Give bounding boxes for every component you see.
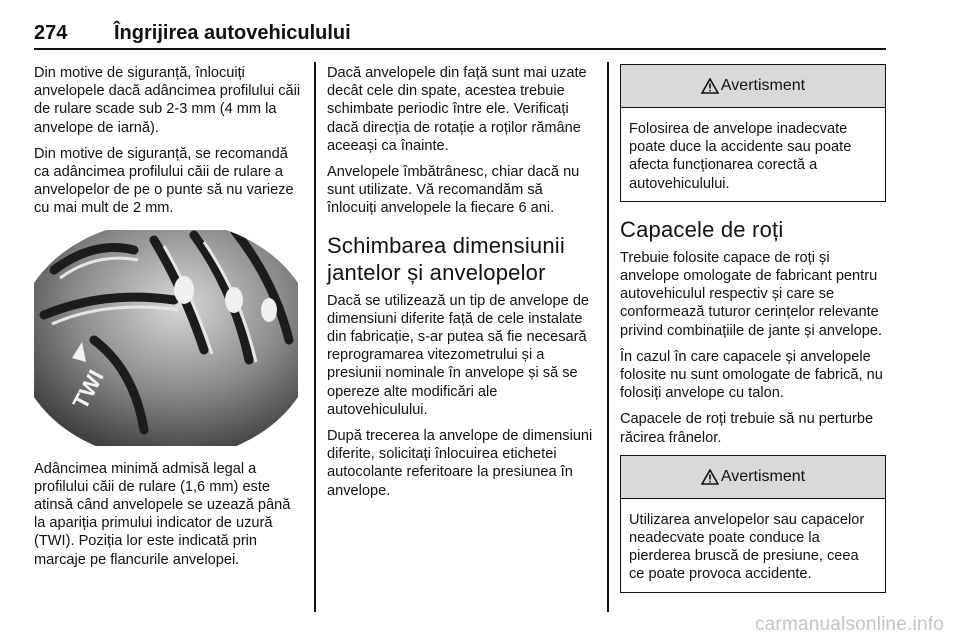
- column-3: [620, 64, 886, 607]
- paragraph: Dacă anvelopele din față sunt mai uzate decât cele din spate, acestea trebuie schimbate periodic între ele. Verificați dacă direcția de rotație a roților rămâne aceeași ca înainte.: [327, 65, 587, 154]
- column-2: [327, 64, 595, 508]
- paragraph: În cazul în care capacele și anvelopele folosite nu sunt omologate de fabrică, nu folosiți anvelope cu talon.: [620, 348, 883, 402]
- paragraph: Din motive de siguranță, se recomandă ca adâncimea profilului căii de rulare a anvelopelor de pe o punte să nu varieze cu mai mult de 2 mm.: [34, 145, 294, 217]
- column-divider-2: [607, 62, 609, 612]
- paragraph: Dacă se utilizează un tip de anvelope de dimensiuni diferite față de cele instalate din fabricație, s-ar putea să fie necesară reprogramarea vitezometrului și a presiunii nominale în anvelope și să se opereze alte modificări ale autovehiculului.: [327, 292, 590, 418]
- paragraph: Din motive de siguranță, înlocuiți anvelopele dacă adâncimea profilului căii de rulare scade sub 2-3 mm (4 mm la anvelope de iarnă).: [34, 65, 301, 136]
- column-1: [34, 64, 304, 577]
- warning-box: [620, 64, 886, 202]
- warning-title: Avertisment: [720, 467, 806, 485]
- page-title: Îngrijirea autovehiculului: [114, 22, 351, 44]
- watermark: carmanualsonline.info: [754, 614, 944, 635]
- warning-text: Utilizarea anvelopelor sau capacelor neadecvate poate conduce la pierderea bruscă de presiune, ceea ce poate provoca accidente.: [629, 511, 865, 583]
- warning-text: Folosirea de anvelope inadecvate poate duce la accidente sau poate afecta funcționarea corectă a autovehiculului.: [629, 121, 852, 192]
- paragraph: Adâncimea minimă admisă legal a profilului căii de rulare (1,6 mm) este atinsă când anvelopele se uzează până la apariția primului indicator de uzură (TWI). Poziția lor este indicată prin marcaje pe flancurile anvelopei.: [34, 460, 291, 568]
- twi-label: TWI: [67, 365, 109, 413]
- paragraph: Anvelopele îmbătrânesc, chiar dacă nu sunt utilizate. Vă recomandăm să înlocuiți anvelopele la fiecare 6 ani.: [327, 164, 580, 217]
- warning-title: Avertisment: [720, 76, 806, 94]
- warning-box: [620, 455, 886, 593]
- section-heading: Capacele de roți: [620, 216, 784, 242]
- paragraph: Trebuie folosite capace de roți și anvelope omologate de fabricant pentru autovehiculul respectiv și care se conformează tuturor cerințelor relevante privind combinațiile de jante și anvelope.: [620, 249, 883, 339]
- page-number: 274: [34, 22, 68, 44]
- page-header: [34, 22, 886, 48]
- header-divider: [34, 48, 886, 50]
- section-heading: Schimbarea dimensiunii jantelor și anvelopelor: [327, 232, 565, 285]
- warning-triangle-icon: [701, 469, 719, 485]
- warning-header: [621, 65, 885, 108]
- tire-tread-image: [34, 230, 298, 446]
- warning-triangle-icon: [701, 78, 719, 94]
- paragraph: După trecerea la anvelope de dimensiuni diferite, solicitați înlocuirea etichetei autocolante referitoare la presiunea în anvelope.: [327, 428, 593, 499]
- paragraph: Capacele de roți trebuie să nu perturbe răcirea frânelor.: [620, 411, 874, 446]
- warning-header: [621, 456, 885, 499]
- column-divider-1: [314, 62, 316, 612]
